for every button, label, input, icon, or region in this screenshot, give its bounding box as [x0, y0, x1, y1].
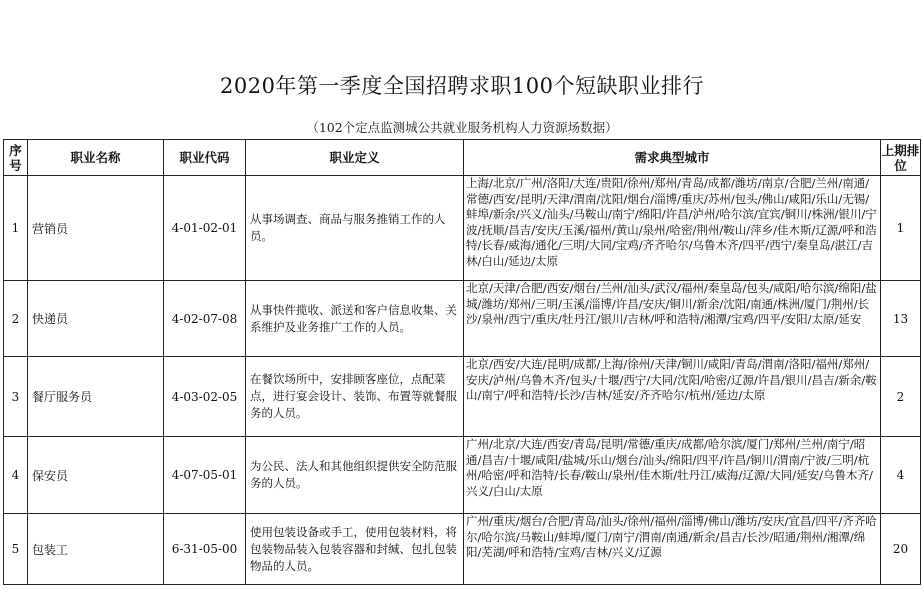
demand-cities-cell — [464, 514, 881, 585]
last-rank: 13 — [881, 281, 921, 357]
occupation-name: 快递员 — [28, 281, 164, 357]
occupation-code: 4-02-07-08 — [164, 281, 246, 357]
occupation-definition: 在餐饮场所中，安排顾客座位，点配菜点，进行宴会设计、装饰、布置等就餐服务的人员。 — [246, 357, 464, 437]
occupation-name: 保安员 — [28, 437, 164, 514]
table-row — [4, 176, 921, 281]
header-index: 序号 — [4, 140, 28, 176]
table-row — [4, 357, 921, 437]
shortage-occupation-table — [3, 139, 921, 585]
row-index: 5 — [4, 514, 28, 585]
occupation-definition: 使用包装设备或手工，使用包装材料，将包装物品装入包装容器和封缄、包扎包装物品的人员。 — [246, 514, 464, 585]
occupation-code: 4-03-02-05 — [164, 357, 246, 437]
row-index: 2 — [4, 281, 28, 357]
row-index: 3 — [4, 357, 28, 437]
last-rank: 1 — [881, 176, 921, 281]
demand-cities-cell — [464, 437, 881, 514]
demand-cities: 北京/天津/合肥/西安/烟台/兰州/汕头/武汉/福州/秦皇岛/包头/咸阳/哈尔滨/绵阳/盐城/潍坊/郑州/三明/玉溪/淄博/许昌/安庆/铜川/新余/沈阳/南通/株洲/厦门/荆州/长沙/泉州/西宁/重庆/牡丹江/银川/吉林/呼和浩特/湘潭/宝鸡/四平/安阳/太原/延安 — [466, 281, 877, 326]
demand-cities-cell — [464, 176, 881, 281]
occupation-definition: 为公民、法人和其他组织提供安全防范服务的人员。 — [246, 437, 464, 514]
demand-cities-cell — [464, 357, 881, 437]
header-last-rank: 上期排位 — [881, 140, 921, 176]
last-rank: 4 — [881, 437, 921, 514]
last-rank: 20 — [881, 514, 921, 585]
occupation-code: 4-07-05-01 — [164, 437, 246, 514]
row-index: 4 — [4, 437, 28, 514]
row-index: 1 — [4, 176, 28, 281]
occupation-name: 营销员 — [28, 176, 164, 281]
table-row — [4, 514, 921, 585]
occupation-name: 餐厅服务员 — [28, 357, 164, 437]
header-name: 职业名称 — [28, 140, 164, 176]
demand-cities-cell — [464, 281, 881, 357]
header-code: 职业代码 — [164, 140, 246, 176]
page-title: 2020年第一季度全国招聘求职100个短缺职业排行 — [219, 74, 705, 98]
occupation-code: 6-31-05-00 — [164, 514, 246, 585]
demand-cities: 上海/北京/广州/洛阳/大连/贵阳/徐州/郑州/青岛/成都/潍坊/南京/合肥/兰州/南通/常德/西安/昆明/天津/渭南/沈阳/烟台/淄博/重庆/苏州/包头/佛山/咸阳/乐山/无锡/蚌埠/新余/兴义/汕头/马鞍山/南宁/绵阳/许昌/泸州/哈尔滨/宜宾/铜川/株洲/银川/宁波/抚顺/昌吉/安庆/玉溪/福州/黄山/泉州/哈密/荆州/鞍山/萍乡/佳木斯/辽源/呼和浩特/长春/威海/通化/三明/大同/宝鸡/齐齐哈尔/乌鲁木齐/四平/西宁/秦皇岛/湛江/吉林/白山/延边/太原 — [466, 176, 877, 268]
table-row — [4, 281, 921, 357]
page-subtitle: （102个定点监测城公共就业服务机构人力资源场数据） — [306, 120, 618, 135]
occupation-code: 4-01-02-01 — [164, 176, 246, 281]
header-definition: 职业定义 — [246, 140, 464, 176]
occupation-definition: 从事快件揽收、派送和客户信息收集、关系维护及业务推广工作的人员。 — [246, 281, 464, 357]
table-row — [4, 437, 921, 514]
last-rank: 2 — [881, 357, 921, 437]
demand-cities: 北京/西安/大连/昆明/成都/上海/徐州/天津/铜川/咸阳/青岛/渭南/洛阳/福州/郑州/安庆/泸州/乌鲁木齐/包头/十堰/西宁/大同/沈阳/哈密/辽源/许昌/银川/昌吉/新余/鞍山/南宁/呼和浩特/长沙/吉林/延安/齐齐哈尔/杭州/延边/太原 — [466, 357, 877, 402]
demand-cities: 广州/北京/大连/西安/青岛/昆明/常德/重庆/成都/哈尔滨/厦门/郑州/兰州/南宁/昭通/昌吉/十堰/咸阳/盐城/乐山/烟台/汕头/绵阳/四平/许昌/铜川/渭南/宁波/三明/杭州/哈密/呼和浩特/长春/鞍山/泉州/佳木斯/牡丹江/威海/辽源/大同/延安/乌鲁木齐/兴义/白山/太原 — [466, 437, 873, 498]
occupation-definition: 从事场调查、商品与服务推销工作的人员。 — [246, 176, 464, 281]
table-header-row — [4, 140, 921, 176]
header-cities: 需求典型城市 — [464, 140, 881, 176]
demand-cities: 广州/重庆/烟台/合肥/青岛/汕头/徐州/福州/淄博/佛山/潍坊/安庆/宜昌/四平/齐齐哈尔/哈尔滨/马鞍山/蚌埠/厦门/南宁/渭南/南通/新余/昌吉/长沙/昭通/荆州/湘潭/绵阳/芜湖/呼和浩特/宝鸡/吉林/兴义/辽源 — [466, 514, 877, 559]
occupation-name: 包装工 — [28, 514, 164, 585]
